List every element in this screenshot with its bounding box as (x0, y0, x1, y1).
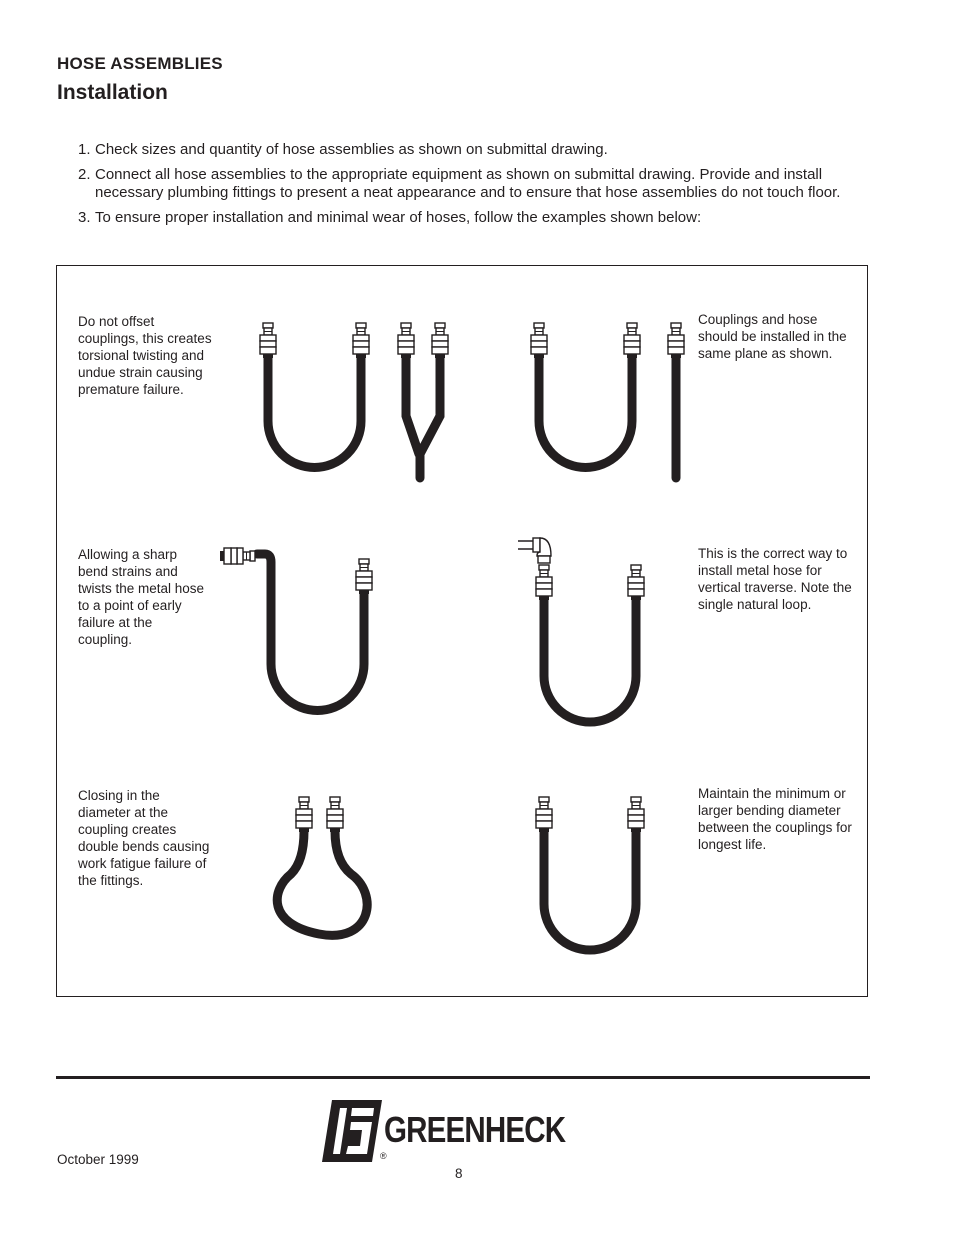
coupling-icon (624, 323, 640, 358)
hose-vertical-loop (544, 599, 636, 722)
coupling-icon (296, 797, 312, 832)
coupling-icon (356, 559, 372, 594)
coupling-icon (327, 797, 343, 832)
step-item (78, 209, 858, 228)
note-bending-diameter: Maintain the minimum or larger bending diameter between the couplings for longest life. (698, 786, 852, 852)
hose-sharp-bend (257, 554, 364, 711)
installation-examples-box (56, 265, 868, 997)
hose-closed-loop (277, 831, 367, 935)
publication-date: October 1999 (57, 1152, 139, 1167)
coupling-icon (628, 565, 644, 600)
coupling-icon (628, 797, 644, 832)
coupling-icon (668, 323, 684, 358)
installation-steps (78, 141, 858, 233)
coupling-icon (260, 323, 276, 358)
hose-y-offset (406, 354, 440, 478)
elbow-fitting-icon (518, 538, 551, 563)
note-same-plane: Couplings and hose should be installed in the same plane as shown. (698, 312, 847, 361)
footer-divider (56, 1076, 870, 1079)
note-offset-couplings: Do not offset couplings, this creates torsional twisting and undue strain causing premature failure. (78, 314, 212, 397)
step-text: Check sizes and quantity of hose assemblies as shown on submittal drawing. (95, 141, 608, 158)
note-closing-diameter: Closing in the diameter at the coupling creates double bends causing work fatigue failure of the fittings. (78, 788, 210, 888)
step-item (78, 141, 858, 160)
greenheck-logo-text: GREENHECK (384, 1109, 566, 1150)
coupling-icon (536, 565, 552, 600)
hose-u-offset (268, 354, 361, 468)
page-title: Installation (57, 81, 168, 104)
step-number: 2. (78, 165, 91, 183)
note-sharp-bend: Allowing a sharp bend strains and twists the metal hose to a point of early failure at the coupling. (78, 547, 205, 647)
hose-u-correct (539, 354, 632, 468)
note-vertical-traverse: This is the correct way to install metal hose for vertical traverse. Note the single natural loop. (698, 546, 852, 612)
page-number: 8 (455, 1166, 463, 1181)
coupling-icon (398, 323, 414, 358)
step-text: To ensure proper installation and minimal wear of hoses, follow the examples shown below: (95, 208, 702, 226)
step-item (78, 166, 858, 203)
step-text: Connect all hose assemblies to the appropriate equipment as shown on submittal drawing. Provide and install necessary plumbing fittings to present a neat appearance and to ensure that hose assemblies do not touch floor. (95, 165, 841, 201)
coupling-icon-horizontal (220, 548, 255, 564)
registered-mark: ® (380, 1151, 387, 1161)
section-heading: HOSE ASSEMBLIES (57, 54, 223, 73)
step-number: 3. (78, 208, 91, 226)
step-number: 1. (78, 141, 91, 158)
hose-bend-correct (544, 831, 636, 950)
coupling-icon (432, 323, 448, 358)
coupling-icon (536, 797, 552, 832)
coupling-icon (531, 323, 547, 358)
coupling-icon (353, 323, 369, 358)
greenheck-logo-mark-icon (322, 1100, 382, 1162)
